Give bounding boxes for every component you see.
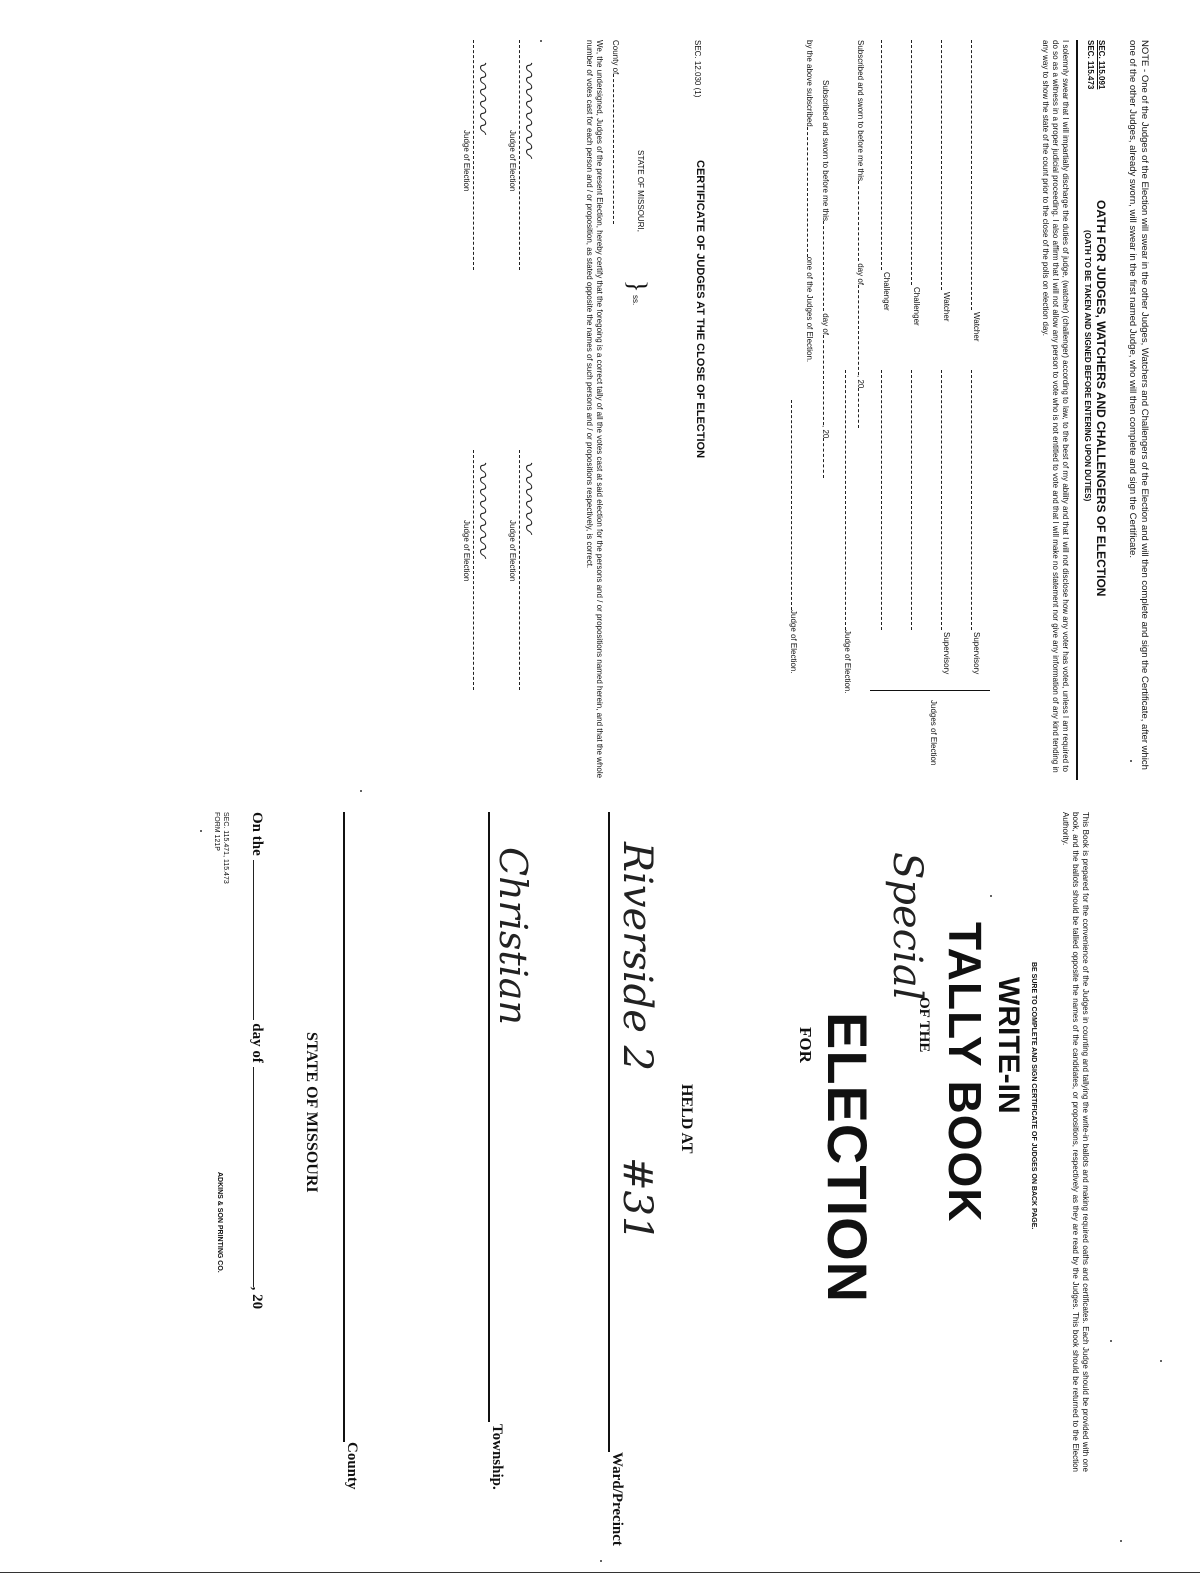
state-label: STATE OF MISSOURI,	[636, 150, 645, 232]
judge-sig-line	[519, 40, 520, 270]
judge-signature-3: 〰〰〰	[514, 460, 542, 532]
ss-label: ss.	[631, 295, 640, 306]
supervisory-label: Supervisory	[972, 632, 981, 675]
sec-reference-a: SEC. 115.091	[1097, 40, 1106, 90]
certificate-sec: SEC. 12.030 (1)	[693, 40, 702, 98]
instructions-note: NOTE - One of the Judges of the Election will swear in the other Judges, Watchers and Challengers of the Election and will then complete and sign the Certificate, after which one of the other Judges, already sworn, will swear in the first named Judge, who will then complete and sign the Certificate.	[1127, 40, 1150, 770]
township-handwritten: Christian	[491, 847, 535, 1025]
date-line: On the day of , 20	[249, 812, 265, 1310]
scan-speck	[1110, 1340, 1112, 1342]
township-label: Township.	[489, 1424, 505, 1490]
oath-divider	[1076, 40, 1078, 780]
oath-title: OATH FOR JUDGES, WATCHERS AND CHALLENGERS OF ELECTION	[1094, 200, 1108, 597]
cover-title-tally-book: TALLY BOOK	[939, 922, 991, 1223]
cover-for: FOR	[796, 1027, 815, 1063]
sworn-line-3b: Judge of Election.	[788, 400, 798, 674]
cover-be-sure: BE SURE TO COMPLETE AND SIGN CERTIFICATE OF JUDGES ON BACK PAGE.	[1030, 962, 1037, 1230]
county-label: County	[344, 1442, 360, 1490]
judge-sig-line	[473, 40, 474, 270]
scan-speck	[1130, 760, 1132, 762]
watcher-label: Watcher	[972, 312, 981, 342]
cover-election: ELECTION	[816, 1012, 879, 1304]
judge-label-2: Judge of Election	[462, 130, 471, 192]
cover-held-at: HELD AT	[678, 1084, 695, 1154]
signature-row-watcher-1	[971, 40, 985, 780]
judge-label-1: Judge of Election	[508, 130, 517, 192]
oath-subtitle: (OATH TO BE TAKEN AND SIGNED BEFORE ENTERING UPON DUTIES)	[1083, 230, 1092, 502]
oath-certificate-panel	[30, 40, 1150, 800]
township-line	[488, 812, 490, 1422]
sworn-line-2: Subscribed and sworn to before me this day of, 20	[820, 80, 830, 478]
judges-of-election-label: Judges of Election	[929, 700, 938, 766]
cover-of-the: OF THE	[916, 997, 932, 1053]
county-line	[343, 812, 345, 1442]
cover-title-write-in: WRITE-IN	[992, 977, 1025, 1114]
supervisory-label: Supervisory	[942, 632, 951, 675]
certificate-title: CERTIFICATE OF JUDGES AT THE CLOSE OF ELECTION	[694, 160, 706, 459]
sec-reference-b: SEC. 115.473	[1086, 40, 1095, 90]
judge-label-3: Judge of Election	[508, 520, 517, 582]
state-of-missouri: STATE OF MISSOURI	[303, 1032, 320, 1193]
ward-precinct-label: Ward/Precinct	[609, 1452, 625, 1546]
cover-intro: This Book is prepared for the convenience of the Judges in counting and tallying the write-in ballots and making required oaths and certificates. Each Judge should be provided with one book, and the ballots should be tallied opposite the names of the candidates, or propositions, respectively as they are read by the Judges. This book should be returned to the Election Authority.	[1061, 812, 1090, 1472]
ward-line	[608, 812, 610, 1452]
judge-signature-1: 〰〰〰〰	[514, 60, 542, 156]
judges-bracket	[870, 680, 990, 691]
scan-speck	[990, 895, 992, 897]
state-brace: }	[623, 280, 652, 293]
sworn-line-3: by the above subscribedone of the Judges of Election.	[805, 40, 814, 363]
judge-label-4: Judge of Election	[462, 520, 471, 582]
sworn-line-1b: Judge of Election.	[842, 370, 852, 694]
oath-text: I solemnly swear that I will impartially discharge the duties of judge, (watcher) (challenger) according to law, to the best of my ability and that I will not disclose how any voter has voted, unless I am required to do so as a witness in a proper judicial proceeding. I also affirm that I will not allow any person to vote who is not entitled to vote and that I will make no statement nor give any information of any kind tending in any way to show the state of the count prior to the close of the polls on election day.	[1041, 40, 1070, 773]
signature-row-challenger-2	[881, 40, 895, 780]
judge-signature-4: 〰〰〰〰	[468, 460, 496, 556]
scan-speck	[360, 790, 362, 792]
ward-handwritten: Riverside 2	[614, 842, 660, 1072]
tally-book-cover	[90, 812, 1090, 1546]
scan-speck	[540, 40, 542, 42]
judge-signature-2: 〰〰〰	[468, 60, 496, 132]
scan-speck	[200, 830, 202, 832]
sworn-line-1: Subscribed and sworn to before me this day of, 20	[855, 40, 865, 800]
watcher-label: Watcher	[942, 292, 951, 322]
scan-speck	[1160, 1360, 1162, 1362]
scan-speck	[1120, 1540, 1122, 1542]
footer-form: FORM 121P	[213, 812, 220, 851]
footer-printer: ADKINS & SON PRINTING CO.	[216, 1172, 223, 1273]
judge-sig-line	[519, 450, 520, 690]
scan-speck	[600, 1560, 602, 1562]
county-of-label: County of	[610, 40, 620, 224]
election-type-handwritten: Special	[884, 852, 930, 1001]
certificate-text: We, the undersigned, Judges of the present Election, hereby certify that the foregoing is a correct tally of all the votes cast at said election for the persons and / or propositions named herein, and that the whole number of votes cast for each person and / or proposition, as stated opposite the names of such persons and / or propositions respectively, is correct.	[585, 40, 604, 779]
ward-number-handwritten: #31	[614, 1157, 660, 1242]
signature-row-challenger-1	[911, 40, 925, 780]
challenger-label: Challenger	[912, 287, 921, 326]
signature-row-watcher-2	[941, 40, 955, 780]
challenger-label: Challenger	[882, 272, 891, 311]
scan-edge	[0, 1572, 1200, 1573]
footer-sec: SEC. 115.471, 115.473	[222, 812, 229, 884]
judge-sig-line	[473, 450, 474, 690]
